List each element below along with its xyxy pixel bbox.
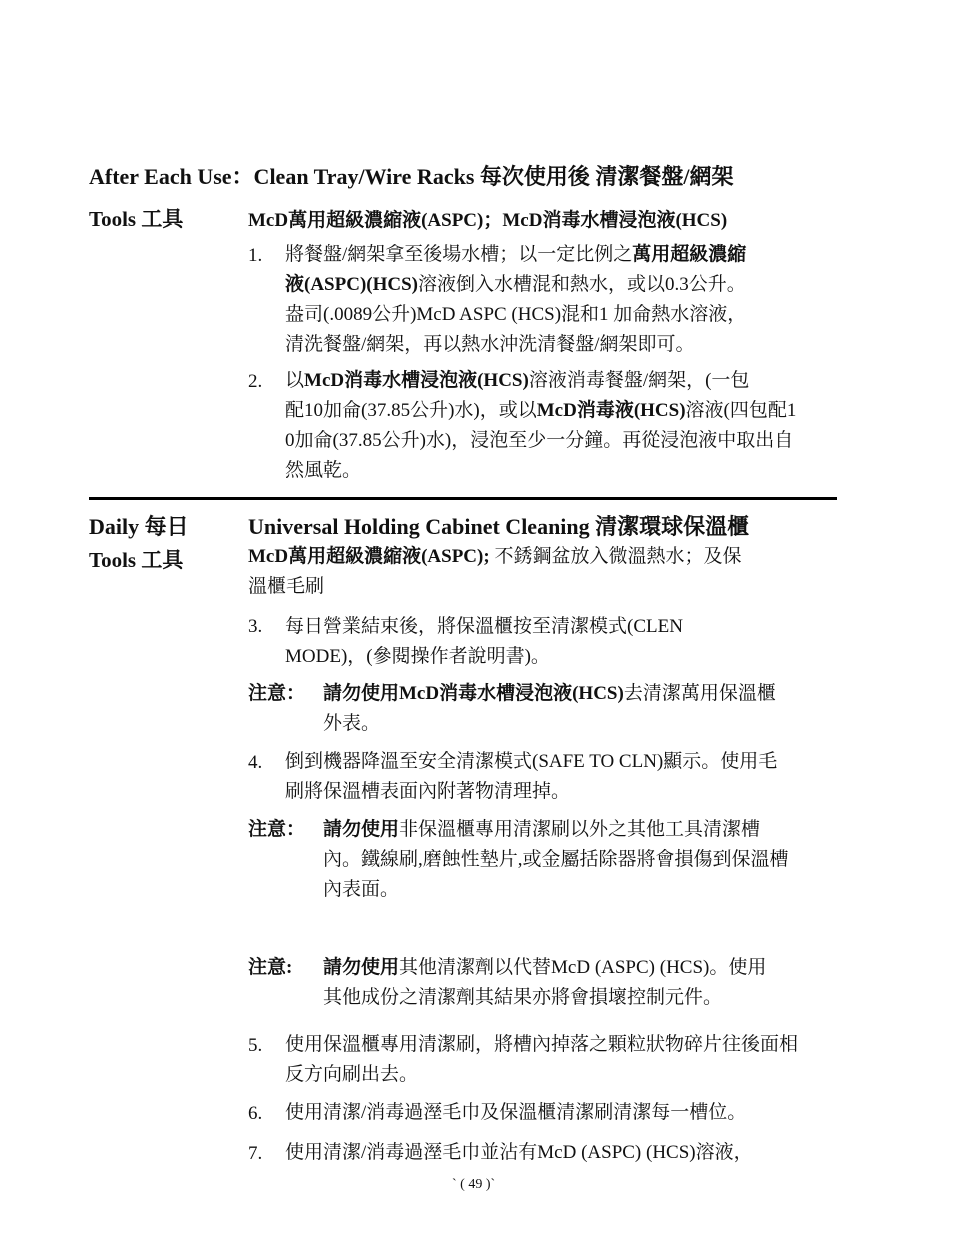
tools-rest-2: 不銹鋼盆放入微溫熱水；及保 bbox=[489, 546, 742, 567]
step-3-line-2: MODE)，(參閱操作者說明書)。 bbox=[285, 646, 550, 667]
section-divider bbox=[89, 497, 837, 500]
step-number: 7. bbox=[248, 1143, 263, 1164]
step-1-line-2: 溶液倒入水槽混和熱水，或以0.3公升。 bbox=[418, 274, 746, 295]
note-2-text bbox=[323, 815, 873, 905]
step-number: 6. bbox=[248, 1103, 263, 1124]
note-3-text bbox=[323, 953, 873, 1013]
step-6-line-1: 使用清潔/消毒過溼毛巾及保溫櫃清潔刷清潔每一槽位。 bbox=[285, 1102, 747, 1123]
tools-bold-2: McD萬用超級濃縮液(ASPC); bbox=[248, 546, 490, 567]
step-2-line-2c: 溶液(四包配1 bbox=[685, 400, 797, 421]
step-5-line-1: 使用保溫櫃專用清潔刷，將槽內掉落之顆粒狀物碎片往後面相 bbox=[285, 1034, 799, 1055]
step-1-line-1: 將餐盤/網架拿至後場水槽；以一定比例之 bbox=[285, 244, 633, 265]
step-number: 3. bbox=[248, 616, 263, 637]
step-5-line-2: 反方向刷出去。 bbox=[285, 1064, 419, 1085]
note-3-rest: 其他清潔劑以代替McD (ASPC) (HCS)。使用 bbox=[399, 957, 767, 978]
note-2-line-3: 內表面。 bbox=[323, 879, 400, 900]
daily-label: Daily 每日 bbox=[89, 514, 189, 539]
note-1-line-2: 外表。 bbox=[323, 713, 381, 734]
step-2-line-1a: 以 bbox=[285, 370, 305, 391]
step-2-text bbox=[285, 366, 885, 486]
step-1-line-4: 清洗餐盤/網架，再以熱水沖洗清餐盤/網架即可。 bbox=[285, 334, 695, 355]
step-3-text bbox=[285, 612, 865, 672]
step-4-line-2: 刷將保溫槽表面內附著物清理掉。 bbox=[285, 781, 571, 802]
tools-label-2: Tools 工具 bbox=[89, 548, 184, 572]
step-number: 4. bbox=[248, 752, 263, 773]
step-1-line-3: 盎司(.0089公升)McD ASPC (HCS)混和1 加侖熱水溶液， bbox=[285, 304, 747, 325]
step-4-line-1: 倒到機器降溫至安全清潔模式(SAFE TO CLN)顯示。使用毛 bbox=[285, 751, 778, 772]
tools-label-1: Tools 工具 bbox=[89, 207, 184, 231]
note-label-1: 注意： bbox=[248, 683, 306, 704]
step-number: 1. bbox=[248, 245, 263, 266]
step-2-bold-1: McD消毒水槽浸泡液(HCS) bbox=[304, 370, 529, 391]
note-1-bold: 請勿使用McD消毒水槽浸泡液(HCS) bbox=[323, 683, 624, 704]
step-1-bold: 萬用超級濃縮 bbox=[632, 244, 747, 265]
step-2-bold-2: McD消毒液(HCS) bbox=[536, 400, 686, 421]
tools-text-1: McD萬用超級濃縮液(ASPC)；McD消毒水槽浸泡液(HCS) bbox=[248, 210, 728, 231]
note-label-3: 注意: bbox=[248, 957, 293, 978]
step-7-line-1: 使用清潔/消毒過溼毛巾並沾有McD (ASPC) (HCS)溶液， bbox=[285, 1142, 753, 1163]
note-1-text bbox=[323, 679, 863, 739]
section-title-uhc-cleaning: Universal Holding Cabinet Cleaning 清潔環球保溫櫃 bbox=[248, 514, 750, 539]
step-3-line-1: 每日營業結束後，將保溫櫃按至清潔模式(CLEN bbox=[285, 616, 683, 637]
section-title-after-each-use: After Each Use：Clean Tray/Wire Racks 每次使用後 清潔餐盤/網架 bbox=[89, 164, 734, 189]
step-1-bold-2: 液(ASPC)(HCS) bbox=[285, 274, 418, 295]
step-number: 2. bbox=[248, 371, 263, 392]
step-number: 5. bbox=[248, 1035, 263, 1056]
note-3-bold: 請勿使用 bbox=[323, 957, 400, 978]
note-1-rest: 去清潔萬用保溫櫃 bbox=[623, 683, 776, 704]
note-3-line-2: 其他成份之清潔劑其結果亦將會損壞控制元件。 bbox=[323, 987, 723, 1008]
tools-text-2 bbox=[248, 542, 848, 602]
note-label-2: 注意： bbox=[248, 819, 306, 840]
step-2-line-2a: 配10加侖(37.85公升)水)，或以 bbox=[285, 400, 537, 421]
step-5-text bbox=[285, 1030, 885, 1090]
step-1-text bbox=[285, 240, 885, 360]
page-number: ` ( 49 )` bbox=[452, 1177, 496, 1192]
step-4-text bbox=[285, 747, 865, 807]
note-2-bold: 請勿使用 bbox=[323, 819, 400, 840]
note-2-rest: 非保溫櫃專用清潔刷以外之其他工具清潔槽 bbox=[399, 819, 761, 840]
tools-line-2: 溫櫃毛刷 bbox=[248, 576, 325, 597]
step-2-line-1c: 溶液消毒餐盤/網架，(一包 bbox=[528, 370, 750, 391]
note-2-line-2: 內。鐵線刷,磨蝕性墊片,或金屬括除器將會損傷到保溫槽 bbox=[323, 849, 789, 870]
step-2-line-3: 0加侖(37.85公升)水)，浸泡至少一分鐘。再從浸泡液中取出自 bbox=[285, 430, 794, 451]
step-2-line-4: 然風乾。 bbox=[285, 460, 362, 481]
